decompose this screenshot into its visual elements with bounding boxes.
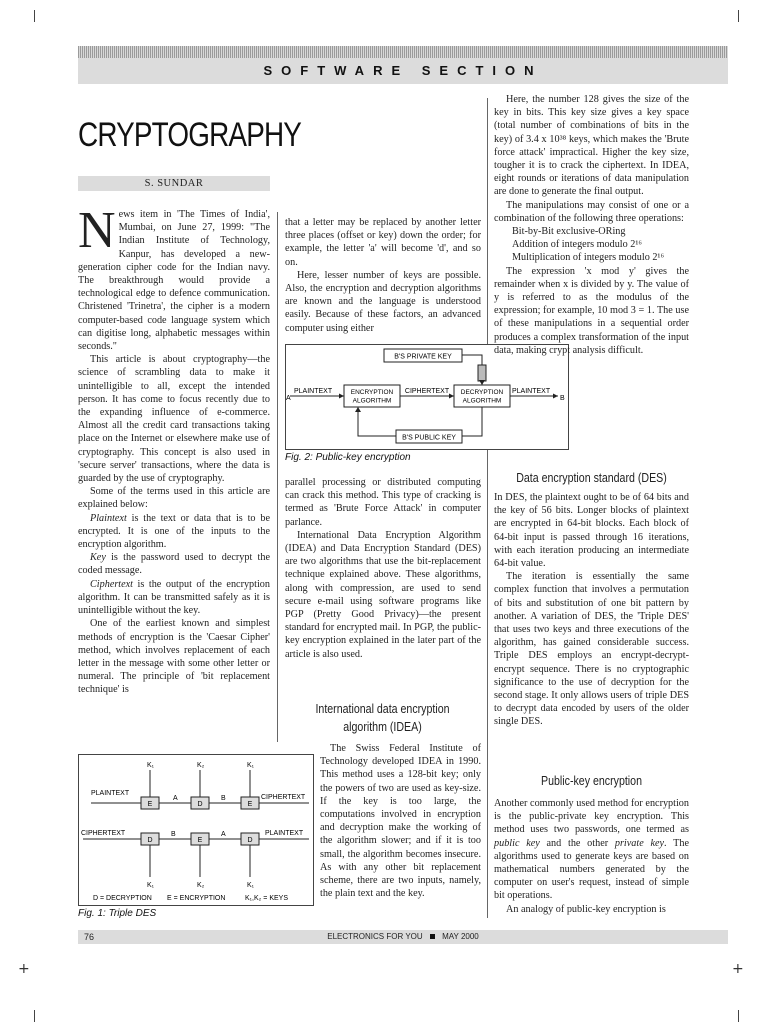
paragraph: An analogy of public-key encryption is xyxy=(506,903,666,915)
paragraph: The manipulations may consist of one or a combination of the following three operations: xyxy=(494,199,689,224)
page-number: 76 xyxy=(84,932,95,942)
plaintext-out-label: PLAINTEXT xyxy=(512,388,551,395)
crop-mark-bottom-right: + xyxy=(732,961,744,977)
node-b: B xyxy=(560,395,565,402)
plaintext-out: PLAINTEXT xyxy=(265,830,304,837)
column-3-middle xyxy=(494,491,689,729)
ciphertext-out: CIPHERTEXT xyxy=(261,794,306,801)
figure-2-caption: Fig. 2: Public-key encryption xyxy=(285,452,411,463)
figure-triple-des xyxy=(78,754,314,906)
operation-item: Multiplication of integers modulo 2¹⁶ xyxy=(512,252,665,264)
column-3-bottom xyxy=(494,797,689,916)
definition-plaintext xyxy=(78,512,270,552)
label-b: B xyxy=(221,795,226,802)
arrowhead xyxy=(553,394,558,399)
decryption-label: DECRYPTION xyxy=(460,389,504,396)
issue-date: MAY 2000 xyxy=(442,932,479,941)
article-author: S. SUNDAR xyxy=(78,176,270,191)
paragraph: In DES, the plaintext ought to be of 64 bits and the key of 56 bits. Longer blocks of plaintext are encrypted in 64-bit blocks. Each block of 64-bit input is passed through 16 iterations, with each iteration producing an intermediate 64-bit value. xyxy=(494,492,689,570)
arrowhead xyxy=(449,394,454,399)
crop-tick xyxy=(738,1010,739,1022)
ciphertext-in: CIPHERTEXT xyxy=(81,830,126,837)
column-2-top xyxy=(285,216,481,335)
key-label: K₁ xyxy=(247,762,255,769)
encryption-label: ALGORITHM xyxy=(352,397,392,405)
key-hatch xyxy=(478,365,486,381)
column-rule xyxy=(487,98,488,918)
term: Plaintext xyxy=(90,512,127,524)
term: Key xyxy=(90,552,106,564)
section-title: SOFTWARE SECTION xyxy=(263,63,543,78)
arrowhead xyxy=(339,394,344,399)
paragraph: that a letter may be replaced by another letter three places (offset or key) down the order; for example, the letter 'a' will become 'd', and so on. xyxy=(285,217,481,268)
banner-band xyxy=(78,58,728,84)
crop-tick xyxy=(34,1010,35,1022)
definition: is the password used to decrypt the coded message. xyxy=(78,552,270,577)
arrowhead xyxy=(479,380,485,385)
box-d-label: D xyxy=(247,837,253,844)
paragraph: Here, the number 128 gives the size of the key in bits. This key size gives a key space (total number of combinations of bits in the key) of 3.4 x 10³⁸ keys, which makes the 'Brute force attack' impractical. Higher the key size, tougher it is to crack the ciphertext. In IDEA, eight rounds or iterations of data manipulation are done to generate the final output. xyxy=(494,94,689,198)
crop-tick xyxy=(738,10,739,22)
plaintext-in-label: PLAINTEXT xyxy=(294,388,333,395)
legend-keys: K₁,K₂ = KEYS xyxy=(245,895,289,902)
box-d-label: D xyxy=(197,801,203,808)
private-key-label: B'S PRIVATE KEY xyxy=(394,353,452,361)
operation-item: Bit-by-Bit exclusive-ORing xyxy=(512,226,626,238)
footer-bullet xyxy=(430,934,435,939)
paragraph xyxy=(494,797,689,903)
paragraph: Some of the terms used in this article are explained below: xyxy=(78,486,270,511)
box-e-label: E xyxy=(147,801,153,808)
text: Another commonly used method for encryption is the public-private key encryption. This method uses two passwords, one termed as xyxy=(494,798,689,836)
key-label: K₁ xyxy=(147,882,155,889)
paragraph: Here, lesser number of keys are possible. Also, the encryption and decryption algorithms are known and the language is understood easily. Because of these factors, an advanced computer using either xyxy=(285,269,481,334)
paragraph: The iteration is essentially the same complex function that involves a permutation of bits and substitution of one bit pattern by another. A variation of DES, the 'Triple DES' that uses two keys and three executions of the algorithm, has gained considerable success. Triple DES employs an encrypt-decrypt-encrypt sequence. There is no cryptographic significance to the use of decryption for the second stage. It only allows users of triple DES to decrypt data encoded by users of the older single DES. xyxy=(494,571,689,728)
page-footer xyxy=(78,930,728,944)
term: Ciphertext xyxy=(90,578,134,590)
operation-item: Addition of integers modulo 2¹⁶ xyxy=(512,239,642,251)
public-key-line xyxy=(462,407,482,436)
decryption-label: ALGORITHM xyxy=(462,397,502,405)
crop-mark-bottom-left: + xyxy=(18,961,30,977)
column-3-top xyxy=(494,93,689,357)
intro-paragraph xyxy=(78,202,270,353)
label-b: B xyxy=(171,831,176,838)
key-label: K₁ xyxy=(147,762,155,769)
text: . The algorithms used to generate keys are based on mathematical numbers generated by the computer on user's request, instead of simple bit operations. xyxy=(494,837,689,902)
paragraph: The expression 'x mod y' gives the remainder when x is divided by y. The value of y is referred to as the modulus of the expression; for example, 10 mod 3 = 1. The use of these manipulations in a sequential order produces a complex transformation of the input data, making crypt analysis difficult. xyxy=(494,265,689,356)
key-label: K₂ xyxy=(197,762,205,769)
encryption-label: ENCRYPTION xyxy=(350,389,394,396)
section-banner xyxy=(78,46,728,86)
arrowhead xyxy=(355,407,361,412)
definition: is the text or data that is to be encrypted. It is one of the inputs to the encryption algorithm. xyxy=(78,512,270,551)
article-title: CRYPTOGRAPHY xyxy=(78,116,302,154)
drop-cap: N xyxy=(78,202,116,259)
heading-public-key: Public-key encryption xyxy=(541,774,642,788)
figure-public-key-encryption xyxy=(285,344,569,450)
term: public key xyxy=(494,837,540,849)
crop-tick xyxy=(34,10,35,22)
column-2-bottom xyxy=(320,742,481,900)
column-2-middle xyxy=(285,476,481,661)
public-key-label: B'S PUBLIC KEY xyxy=(402,434,456,442)
public-key-diagram xyxy=(286,345,568,449)
key-label: K₁ xyxy=(247,882,255,889)
box-e-label: E xyxy=(197,837,203,844)
plaintext-in: PLAINTEXT xyxy=(91,790,130,797)
label-a: A xyxy=(221,831,226,838)
paragraph: One of the earliest known and simplest methods of encryption is the 'Caesar Cipher' method, which involves replacement of each letter in the message with some other letter or numeral. The principle of 'bit replacement technique' is xyxy=(78,618,270,696)
key-label: K₂ xyxy=(197,882,205,889)
column-1 xyxy=(78,202,270,697)
public-key-line xyxy=(358,407,396,436)
column-rule xyxy=(277,212,278,742)
banner-shade xyxy=(78,46,728,58)
box-e-label: E xyxy=(247,801,253,808)
intro-text: ews item in 'The Times of India', Mumbai, on June 27, 1999: "The Indian Institute of Technology, Kanpur, has developed a new-generation cipher code for the Indian navy. The breakthrough would provide a technological edge to defence communication. Christened 'Trinetra', the cipher is a modern computer-based code language system which can digitise long, alphabetic messages within seconds." xyxy=(78,209,270,353)
node-a: A xyxy=(286,395,291,402)
term: private key xyxy=(614,837,665,849)
heading-des: Data encryption standard (DES) xyxy=(516,471,667,485)
footer-center xyxy=(78,930,728,944)
definition: is the output of the encryption algorithm. It can be transmitted safely as it is unintelligible without the key. xyxy=(78,578,270,617)
heading-idea: International data encryption algorithm (IDEA) xyxy=(315,702,450,734)
ciphertext-label: CIPHERTEXT xyxy=(404,388,450,395)
definition-ciphertext xyxy=(78,578,270,618)
text: and the other xyxy=(539,837,615,849)
magazine-name: ELECTRONICS FOR YOU xyxy=(327,932,423,941)
paragraph: This article is about cryptography—the science of scrambling data to make it unintelligible to all, except the intended person. It has come to focus recently due to the expanding influence of e-commerce. Almost all the credit card transactions taking place on the Internet or elsewhere make use of cryptography. This concept is also used in 'secure server' transactions, where the data is guarded by the use of cryptography. xyxy=(78,354,270,485)
paragraph: parallel processing or distributed computing can crack this method. This type of cracking is termed as 'Brute Force Attack' in computer parlance. xyxy=(285,477,481,528)
paragraph: The Swiss Federal Institute of Technology developed IDEA in 1990. This method uses a 128-bit key; only the powers of two are used as key-size. If the key is too large, the computations involved in encryption and decryption make the working of the algorithm slower; and if it is too small, the algorithm becomes insecure. As with any other bit replacement scheme, there are two inputs, namely, the plain text and the key. xyxy=(320,743,481,900)
figure-1-caption: Fig. 1: Triple DES xyxy=(78,908,157,919)
legend-decryption: D = DECRYPTION xyxy=(93,895,152,902)
definition-key xyxy=(78,551,270,577)
triple-des-diagram xyxy=(79,755,313,905)
legend-encryption: E = ENCRYPTION xyxy=(167,895,226,902)
paragraph: International Data Encryption Algorithm (IDEA) and Data Encryption Standard (DES) are two algorithms that use the bit-replacement technique explained above. These algorithms, along with compression, are used to send secure e-mail using software programs like PGP (Pretty Good Privacy)—the present standard for encrypted mail. In PGP, the public-key encryption explained in the later part of the article is also used. xyxy=(285,529,481,660)
box-d-label: D xyxy=(147,837,153,844)
label-a: A xyxy=(173,795,178,802)
